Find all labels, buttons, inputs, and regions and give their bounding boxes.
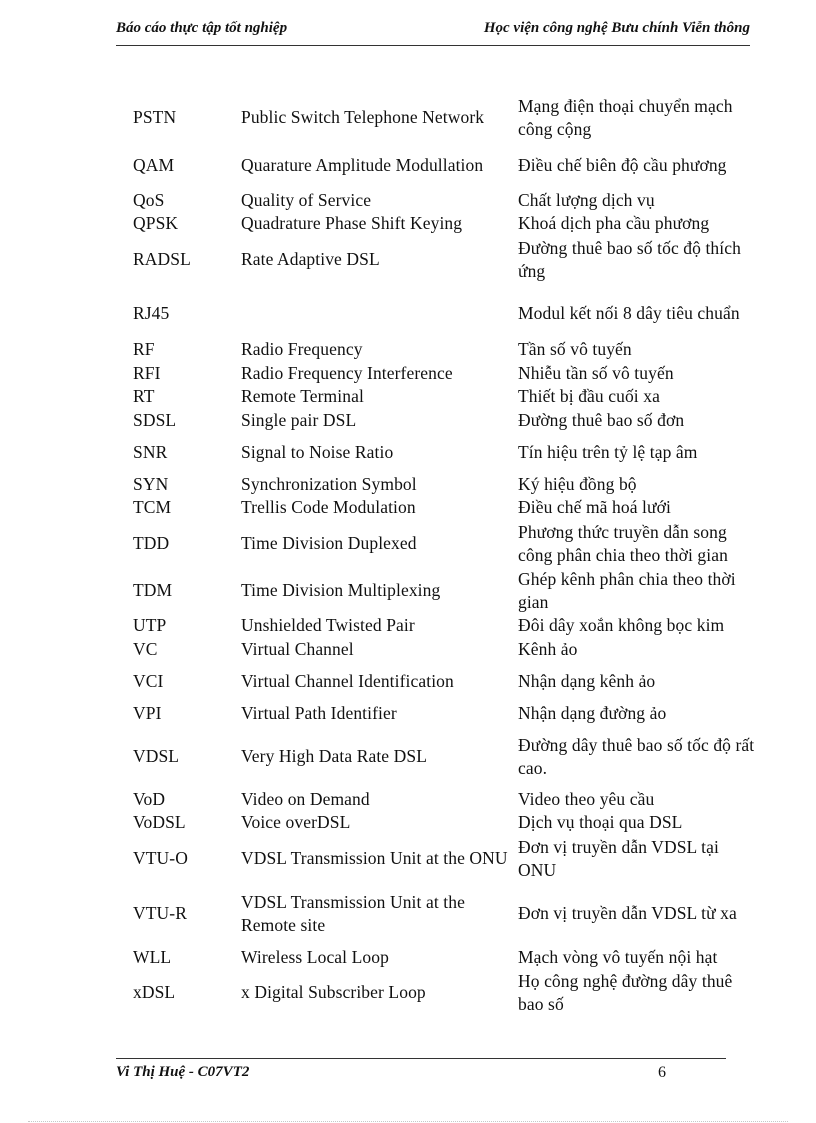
table-row: [0, 890, 816, 937]
abbreviation: WLL: [133, 947, 172, 967]
vietnamese-term: Điều chế mã hoá lưới: [518, 497, 671, 517]
table-row: [0, 969, 816, 1016]
table-row: [0, 94, 816, 141]
table-row: [0, 567, 816, 614]
abbreviation: xDSL: [133, 982, 176, 1002]
table-row: [0, 946, 816, 969]
english-term: Synchronization Symbol: [241, 474, 417, 494]
header-report-title: Báo cáo thực tập tốt nghiệp: [116, 20, 288, 36]
page-bottom-edge: [28, 1121, 788, 1122]
english-term: Time Division Duplexed: [241, 533, 417, 553]
table-row: [0, 409, 816, 432]
table-row: [0, 702, 816, 725]
english-term: Trellis Code Modulation: [241, 497, 416, 517]
english-term: VDSL Transmission Unit at the Remote site: [241, 891, 465, 935]
abbreviation: SYN: [133, 474, 169, 494]
english-term: Public Switch Telephone Network: [241, 107, 485, 127]
table-row: [0, 835, 816, 882]
table-row: [0, 142, 816, 189]
english-term: VDSL Transmission Unit at the ONU: [241, 848, 508, 868]
table-row: [0, 638, 816, 661]
header-institution: Học viện công nghệ Bưu chính Viễn thông: [483, 20, 750, 36]
abbreviation: VCI: [133, 671, 164, 691]
footer-author: Vi Thị Huệ - C07VT2: [116, 1064, 250, 1080]
vietnamese-term: Tín hiệu trên tỷ lệ tạp âm: [518, 442, 698, 462]
english-term: Quarature Amplitude Modullation: [241, 155, 484, 175]
english-term: Quadrature Phase Shift Keying: [241, 213, 463, 233]
abbreviation: RT: [133, 386, 155, 406]
abbreviation: PSTN: [133, 107, 177, 127]
abbreviation: VDSL: [133, 746, 180, 766]
vietnamese-term: Đơn vị truyền dẫn VDSL từ xa: [518, 903, 737, 923]
vietnamese-term: Thiết bị đầu cuối xa: [518, 386, 660, 406]
english-term: Virtual Channel: [241, 639, 354, 659]
vietnamese-term: Dịch vụ thoại qua DSL: [518, 812, 683, 832]
abbreviation: VTU-R: [133, 903, 187, 923]
table-row: [0, 290, 816, 337]
table-row: [0, 338, 816, 361]
vietnamese-term: Chất lượng dịch vụ: [518, 190, 655, 210]
abbreviation: QoS: [133, 190, 165, 210]
abbreviation: VTU-O: [133, 848, 188, 868]
vietnamese-term: Đường thuê bao số tốc độ thích ứng: [518, 237, 741, 281]
abbreviation: VoD: [133, 789, 166, 809]
table-row: [0, 189, 816, 212]
vietnamese-term: Mạng điện thoại chuyển mạch công cộng: [518, 95, 733, 139]
english-term: Signal to Noise Ratio: [241, 442, 394, 462]
table-row: [0, 788, 816, 811]
english-term: Single pair DSL: [241, 410, 357, 430]
table-row: [0, 362, 816, 385]
vietnamese-term: Đơn vị truyền dẫn VDSL tại ONU: [518, 836, 719, 880]
table-row: [0, 496, 816, 519]
abbreviation: VPI: [133, 703, 162, 723]
page-number: 6: [658, 1064, 666, 1081]
table-row: [0, 811, 816, 834]
abbreviation: SDSL: [133, 410, 177, 430]
english-term: Video on Demand: [241, 789, 370, 809]
table-row: [0, 236, 816, 283]
english-term: Quality of Service: [241, 190, 372, 210]
abbreviation: RF: [133, 339, 155, 359]
vietnamese-term: Phương thức truyền dẫn song công phân chia theo thời gian: [518, 521, 728, 565]
vietnamese-term: Đôi dây xoắn không bọc kim: [518, 615, 725, 635]
abbreviation: UTP: [133, 615, 167, 635]
table-row: [0, 385, 816, 408]
english-term: x Digital Subscriber Loop: [241, 982, 426, 1002]
vietnamese-term: Điều chế biên độ cầu phương: [518, 155, 727, 175]
vietnamese-term: Đường thuê bao số đơn: [518, 410, 685, 430]
english-term: Radio Frequency Interference: [241, 363, 453, 383]
table-row: [0, 614, 816, 637]
english-term: Rate Adaptive DSL: [241, 249, 380, 269]
table-row: [0, 212, 816, 235]
english-term: Time Division Multiplexing: [241, 580, 441, 600]
vietnamese-term: Nhận dạng đường ảo: [518, 703, 667, 723]
vietnamese-term: Ký hiệu đồng bộ: [518, 474, 637, 494]
abbreviation: VoDSL: [133, 812, 186, 832]
english-term: Very High Data Rate DSL: [241, 746, 428, 766]
english-term: Voice overDSL: [241, 812, 351, 832]
english-term: Virtual Path Identifier: [241, 703, 397, 723]
vietnamese-term: Nhiễu tần số vô tuyến: [518, 363, 674, 383]
table-row: [0, 473, 816, 496]
english-term: Wireless Local Loop: [241, 947, 389, 967]
vietnamese-term: Modul kết nối 8 dây tiêu chuẩn: [518, 303, 740, 323]
english-term: Remote Terminal: [241, 386, 364, 406]
abbreviation: RFI: [133, 363, 161, 383]
vietnamese-term: Tần số vô tuyến: [518, 339, 632, 359]
abbreviation: RJ45: [133, 303, 170, 323]
abbreviation: QAM: [133, 155, 175, 175]
table-row: [0, 733, 816, 780]
vietnamese-term: Video theo yêu cầu: [518, 789, 655, 809]
vietnamese-term: Ghép kênh phân chia theo thời gian: [518, 568, 736, 612]
vietnamese-term: Kênh ảo: [518, 639, 578, 659]
footer-divider: [116, 1058, 726, 1059]
vietnamese-term: Mạch vòng vô tuyến nội hạt: [518, 947, 718, 967]
abbreviation: TCM: [133, 497, 172, 517]
vietnamese-term: Đường dây thuê bao số tốc độ rất cao.: [518, 734, 755, 778]
abbreviation: RADSL: [133, 249, 191, 269]
abbreviation: TDM: [133, 580, 173, 600]
table-row: [0, 670, 816, 693]
english-term: Radio Frequency: [241, 339, 363, 359]
vietnamese-term: Họ công nghệ đường dây thuê bao số: [518, 970, 733, 1014]
english-term: Unshielded Twisted Pair: [241, 615, 415, 635]
abbreviation: QPSK: [133, 213, 179, 233]
vietnamese-term: Nhận dạng kênh ảo: [518, 671, 656, 691]
abbreviation: TDD: [133, 533, 170, 553]
abbreviation: SNR: [133, 442, 168, 462]
vietnamese-term: Khoá dịch pha cầu phương: [518, 213, 710, 233]
table-row: [0, 441, 816, 464]
english-term: Virtual Channel Identification: [241, 671, 454, 691]
english-term: [241, 290, 511, 337]
table-row: [0, 520, 816, 567]
abbreviation: VC: [133, 639, 158, 659]
